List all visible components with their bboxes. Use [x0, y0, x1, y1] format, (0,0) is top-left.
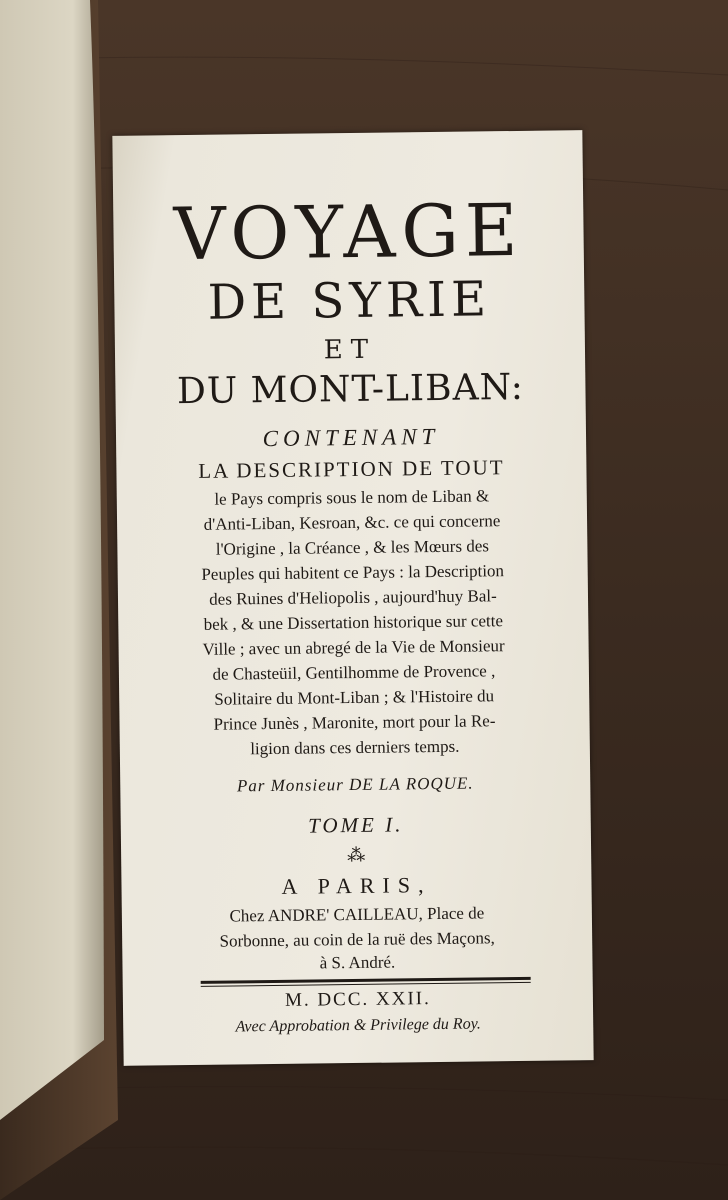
imprint-line: Chez ANDRE' CAILLEAU, Place de [229, 903, 485, 926]
body-line: l'Origine , la Créance , & les Mœurs des [215, 536, 490, 559]
subtitle-contenant: CONTENANT [262, 423, 440, 452]
body-line: bek , & une Dissertation historique sur cette [203, 611, 504, 634]
author-line: Par Monsieur DE LA ROQUE. [236, 773, 474, 796]
imprint-line: à S. André. [319, 952, 396, 973]
imprint-city: A PARIS, [281, 872, 432, 899]
body-line: Peuples qui habitent ce Pays : la Description [201, 561, 505, 584]
title-et: ET [323, 334, 377, 366]
title-page [112, 130, 593, 1066]
imprint-line: Sorbonne, au coin de la ruë des Maçons, [219, 928, 495, 951]
title-de-syrie: DE SYRIE [207, 271, 492, 331]
title-mont-liban: DU MONT-LIBAN: [176, 366, 525, 413]
title-voyage: VOYAGE [173, 187, 524, 277]
body-line: LA DESCRIPTION DE TOUT [198, 455, 505, 483]
body-line: d'Anti-Liban, Kesroan, &c. ce qui concerne [203, 511, 501, 534]
ornament-fleuron: ⁂ [347, 844, 366, 867]
body-line: Ville ; avec un abregé de la Vie de Monsieur [202, 636, 505, 659]
tome-label: TOME I. [307, 812, 404, 838]
body-line: le Pays compris sous le nom de Liban & [214, 486, 490, 509]
date-roman: M. DCC. XXII. [284, 988, 431, 1011]
body-line: de Chasteüil, Gentilhomme de Provence , [212, 661, 496, 684]
body-line: Solitaire du Mont-Liban ; & l'Histoire du [214, 686, 495, 709]
left-page [0, 0, 104, 1120]
body-line: Prince Junès , Maronite, mort pour la Re- [213, 711, 496, 734]
body-line: ligion dans ces derniers temps. [250, 736, 460, 759]
body-line: des Ruines d'Heliopolis , aujourd'huy Bal- [209, 586, 497, 609]
privilege-line: Avec Approbation & Privilege du Roy. [235, 1015, 481, 1036]
